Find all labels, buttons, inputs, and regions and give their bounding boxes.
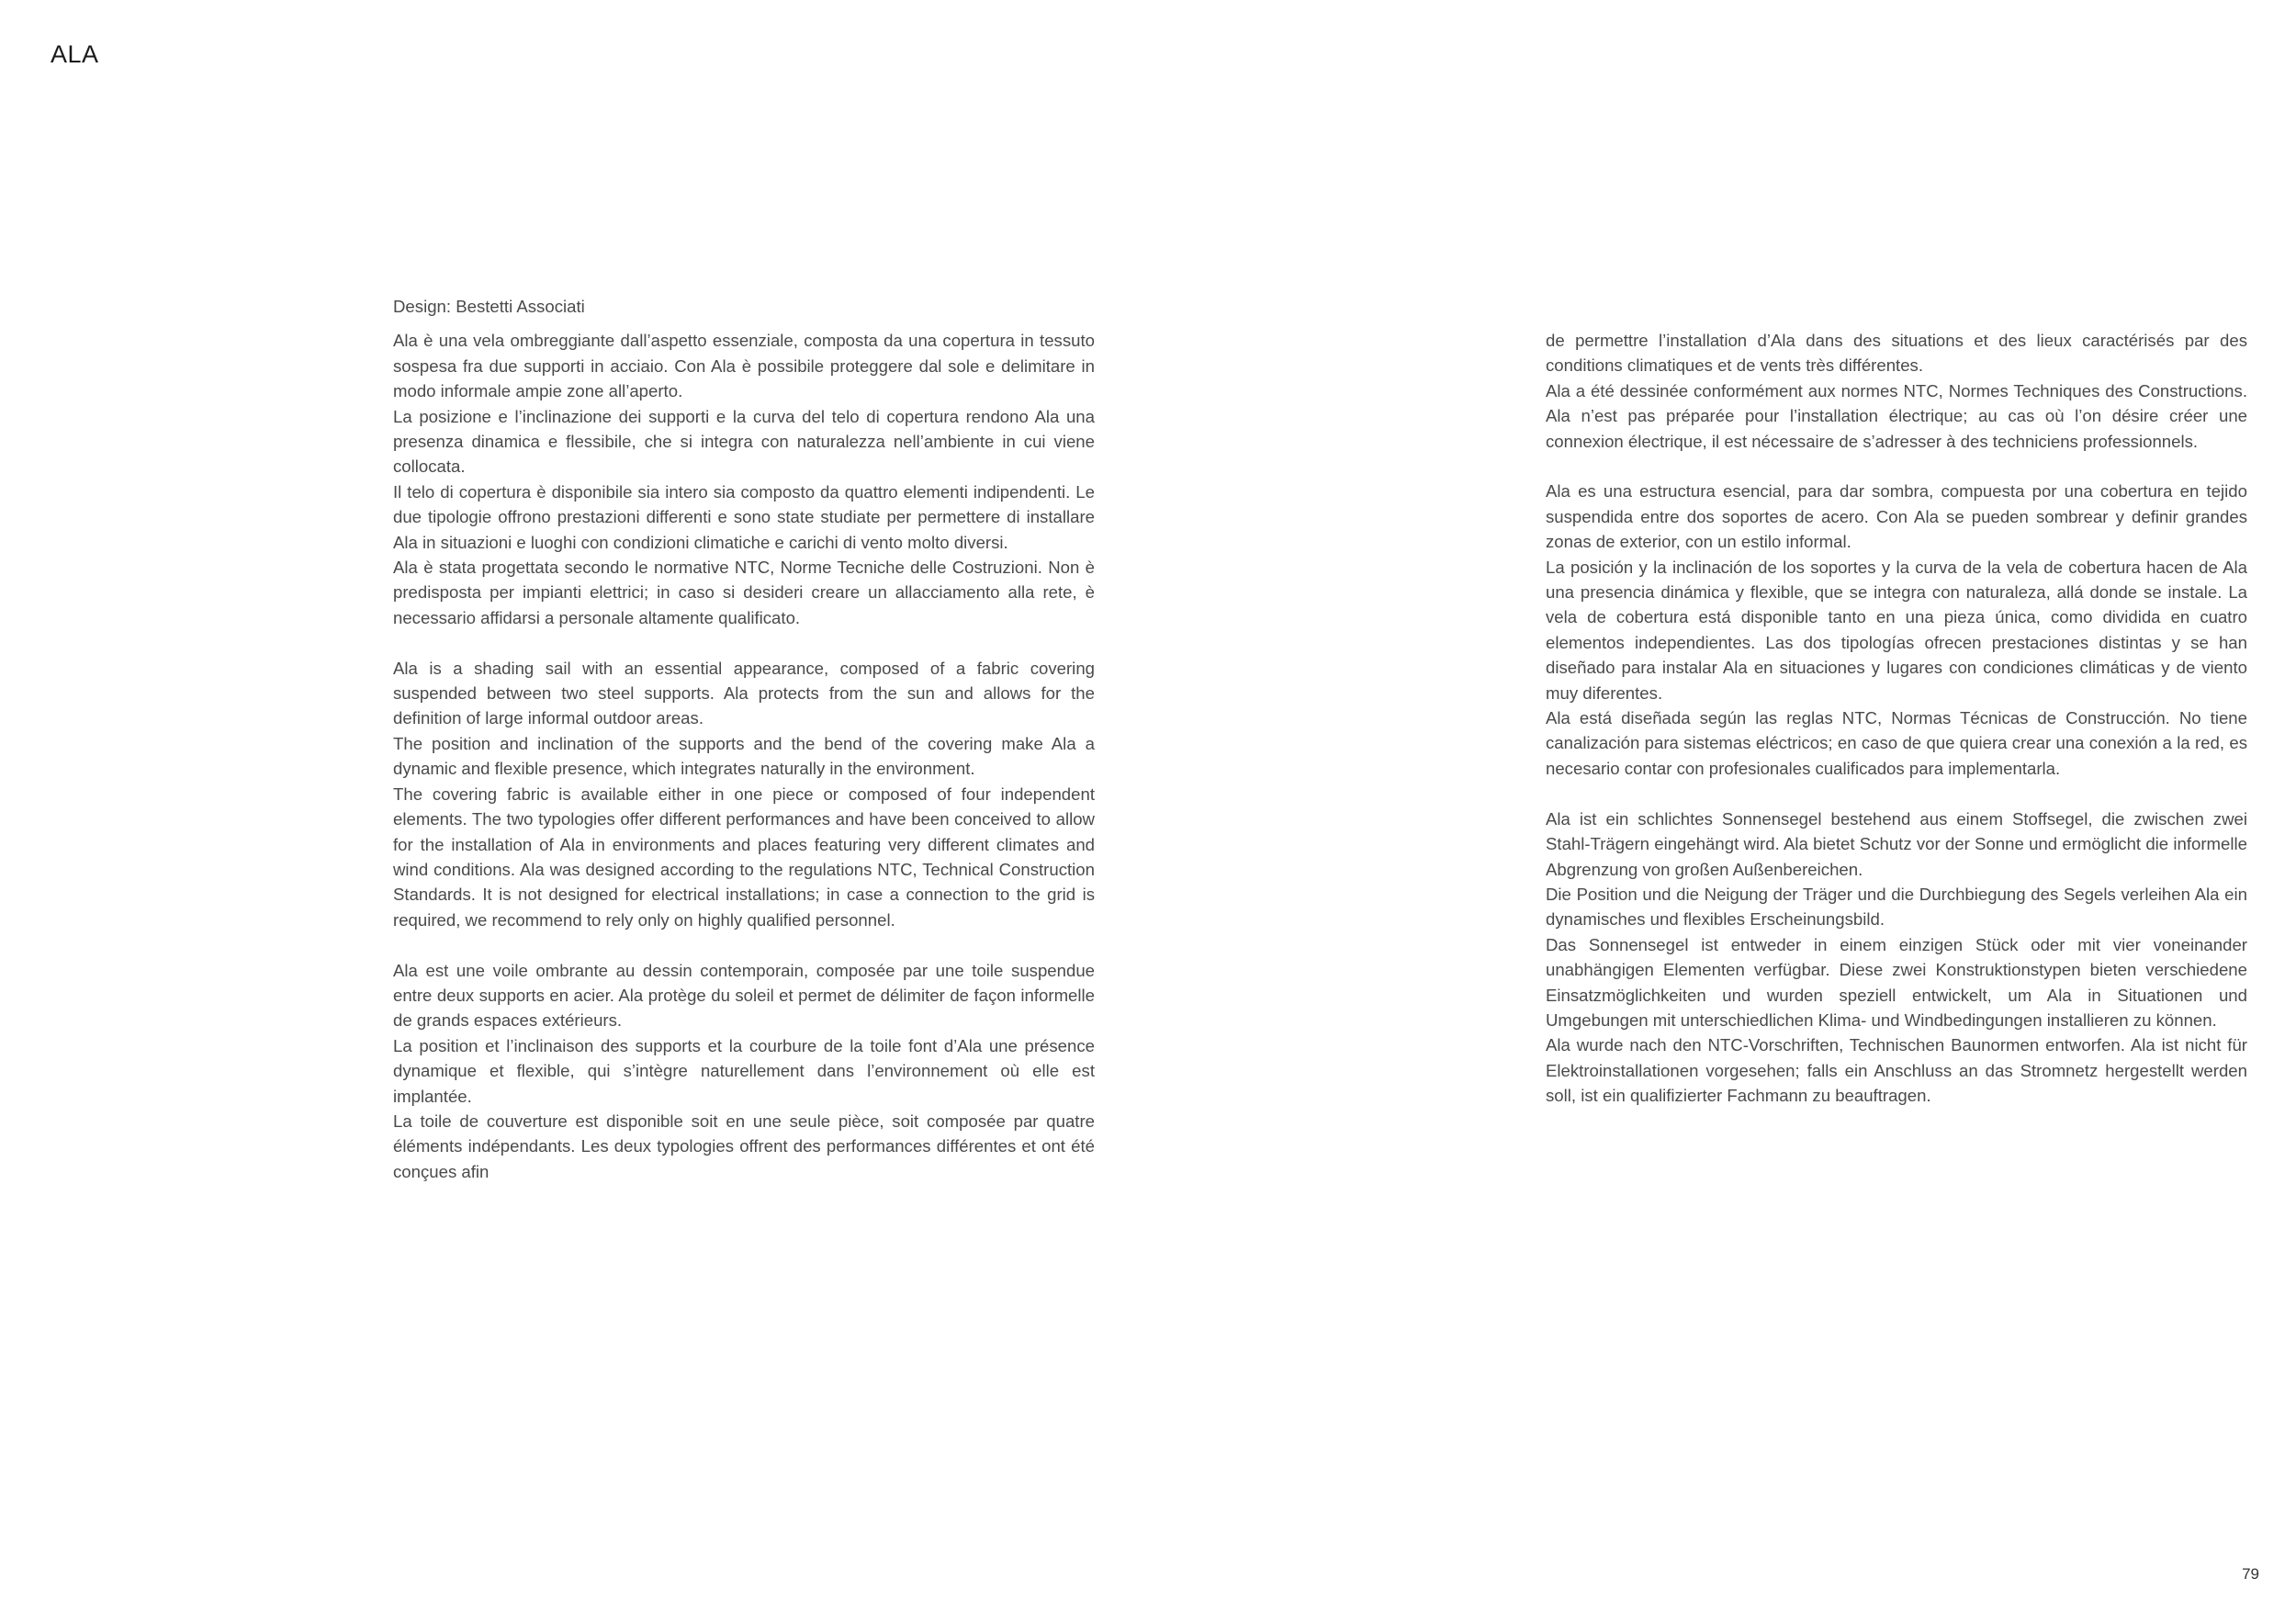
paragraph: The covering fabric is available either in one piece or composed of four independent elements. The two typologies offer different performances and have been conceived to allow for the installation of Ala in environments and places featuring very different climates and wind conditions. Ala was designed according to the regulations NTC, Technical Construction Standards. It is not designed for electrical installations; in case a connection to the grid is required, we recommend to rely only on highly qualified personnel. xyxy=(393,784,1095,930)
right-text-column xyxy=(1546,328,2247,1133)
french-text-continuation xyxy=(1546,328,2247,454)
page-number: 79 xyxy=(2242,1565,2259,1583)
spanish-text-block xyxy=(1546,479,2247,781)
left-text-column xyxy=(393,294,1095,1210)
paragraph: de permettre l’installation d’Ala dans des situations et des lieux caractérisés par des conditions climatiques et de vents très différentes. xyxy=(1546,331,2247,376)
paragraph: Ala a été dessinée conformément aux normes NTC, Normes Techniques des Constructions. Ala n’est pas préparée pour l’installation électrique; au cas où l’on désire créer une connexion électrique, il est nécessaire de s’adresser à des techniciens professionnels. xyxy=(1546,380,2247,451)
paragraph: Ala wurde nach den NTC-Vorschriften, Technischen Baunormen entworfen. Ala ist nicht für Elektroinstallationen vorgesehen; falls ein Anschluss an das Stromnetz hergestellt werden soll, ist ein qualifizierter Fachmann zu beauftragen. xyxy=(1546,1035,2247,1106)
paragraph: Ala est une voile ombrante au dessin contemporain, composée par une toile suspendue entre deux supports en acier. Ala protège du soleil et permet de délimiter de façon informelle de grands espaces extérieurs. xyxy=(393,960,1095,1031)
paragraph: Ala está diseñada según las reglas NTC, Normas Técnicas de Construcción. No tiene canalización para sistemas eléctricos; en caso de que quiera crear una conexión a la red, es necesario contar con profesionales cualificados para implementarla. xyxy=(1546,708,2247,778)
paragraph: Ala è una vela ombreggiante dall’aspetto essenziale, composta da una copertura in tessuto sospesa fra due supporti in acciaio. Con Ala è possibile proteggere dal sole e delimitare in modo informale ampie zone all’aperto. xyxy=(393,331,1095,401)
paragraph: La posizione e l’inclinazione dei supporti e la curva del telo di copertura rendono Ala una presenza dinamica e flessibile, che si integra con naturalezza nell’ambiente in cui viene collocata. xyxy=(393,406,1095,477)
paragraph: Ala is a shading sail with an essential appearance, composed of a fabric covering suspended between two steel supports. Ala protects from the sun and allows for the definition of large informal outdoor areas. xyxy=(393,658,1095,728)
paragraph: Ala è stata progettata secondo le normative NTC, Norme Tecniche delle Costruzioni. Non è predisposta per impianti elettrici; in caso si desideri creare un allacciamento alla rete, è necessario affidarsi a personale altamente qualificato. xyxy=(393,558,1095,627)
german-text-block xyxy=(1546,806,2247,1109)
page-title: ALA xyxy=(51,40,99,68)
paragraph: The position and inclination of the supports and the bend of the covering make Ala a dynamic and flexible presence, which integrates naturally in the environment. xyxy=(393,733,1095,779)
paragraph: La position et l’inclinaison des supports et la courbure de la toile font d’Ala une présence dynamique et flexible, qui s’intègre naturellement dans l’environnement où elle est implantée. xyxy=(393,1035,1095,1106)
designer-credit: Design: Bestetti Associati xyxy=(393,297,585,316)
paragraph: La toile de couverture est disponible soit en une seule pièce, soit composée par quatre éléments indépendants. Les deux typologies offrent des performances différentes et ont été conçues afin xyxy=(393,1111,1095,1181)
french-text-block xyxy=(393,958,1095,1185)
paragraph: Die Position und die Neigung der Träger und die Durchbiegung des Segels verleihen Ala ein dynamisches und flexibles Erscheinungsbild. xyxy=(1546,884,2247,930)
paragraph: Ala es una estructura esencial, para dar sombra, compuesta por una cobertura en tejido suspendida entre dos soportes de acero. Con Ala se pueden sombrear y definir grandes zonas de exterior, con un estilo informal. xyxy=(1546,481,2247,552)
paragraph: La posición y la inclinación de los soportes y la curva de la vela de cobertura hacen de Ala una presencia dinámica y flexible, que se integra con naturaleza, allá donde se instale. La vela de cobertura está disponible tanto en una pieza única, como dividida en cuatro elementos independientes. Las dos tipologías ofrecen prestaciones distintas y se han diseñado para instalar Ala en situaciones y lugares con condiciones climáticas y de viento muy diferentes. xyxy=(1546,557,2247,703)
paragraph: Das Sonnensegel ist entweder in einem einzigen Stück oder mit vier voneinander unabhängigen Elementen verfügbar. Diese zwei Konstruktionstypen bieten verschiedene Einsatzmöglichkeiten und wurden speziell entwickelt, um Ala in Situationen und Umgebungen mit unterschiedlichen Klima- und Windbedingungen installieren zu können. xyxy=(1546,934,2247,1030)
italian-text-block xyxy=(393,328,1095,630)
english-text-block xyxy=(393,656,1095,932)
paragraph: Il telo di copertura è disponibile sia intero sia composto da quattro elementi indipendenti. Le due tipologie offrono prestazioni differenti e sono state studiate per permettere di installare Ala in situazioni e luoghi con condizioni climatiche e carichi di vento molto diversi. xyxy=(393,481,1095,552)
paragraph: Ala ist ein schlichtes Sonnensegel bestehend aus einem Stoffsegel, die zwischen zwei Stahl-Trägern eingehängt wird. Ala bietet Schutz vor der Sonne und ermöglicht die informelle Abgrenzung von großen Außenbereichen. xyxy=(1546,808,2247,879)
